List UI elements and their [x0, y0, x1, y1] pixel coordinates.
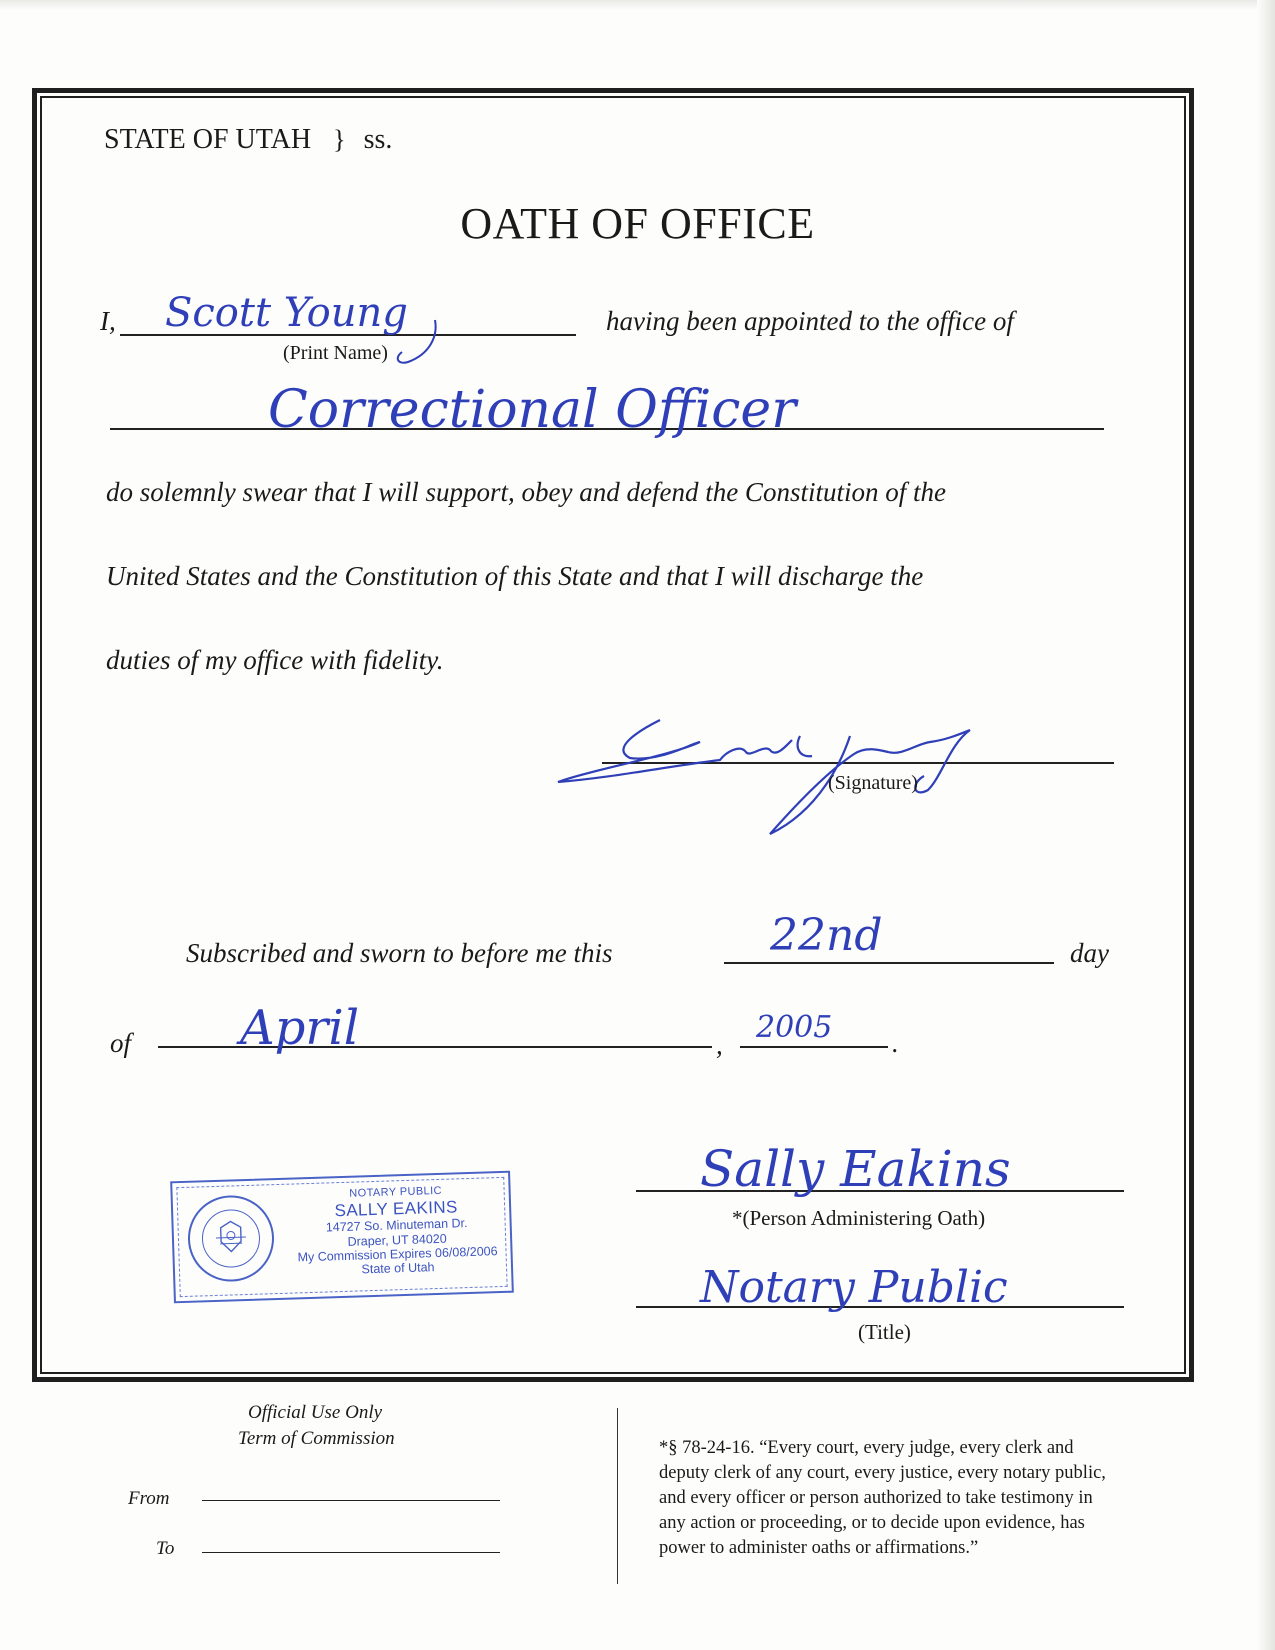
- date-period: .: [892, 1028, 899, 1058]
- statute-line-1: *§ 78-24-16. “Every court, every judge, every clerk and: [659, 1438, 1074, 1458]
- day-handwritten: 22nd: [770, 910, 883, 961]
- sworn-text: Subscribed and sworn to before me this: [186, 938, 613, 968]
- footer-divider: [617, 1408, 618, 1584]
- statute-note: [659, 1436, 1199, 1561]
- to-label: To: [156, 1538, 175, 1559]
- oath-body-line-2: United States and the Constitution of this State and that I will discharge the: [106, 561, 924, 591]
- state-name: STATE OF UTAH: [104, 124, 312, 155]
- year-line: [740, 1046, 888, 1048]
- from-line: [202, 1500, 500, 1501]
- to-line: [202, 1552, 500, 1553]
- month-handwritten: April: [240, 1000, 360, 1056]
- stamp-line-name: SALLY EAKINS: [334, 1196, 459, 1220]
- scan-edge-top: [0, 0, 1275, 10]
- venue-brace: }: [333, 125, 346, 154]
- administrator-label: *(Person Administering Oath): [732, 1206, 986, 1230]
- name-flourish-stroke: [390, 318, 450, 370]
- title-handwritten: Notary Public: [700, 1262, 1008, 1313]
- notary-stamp: [170, 1171, 514, 1304]
- stamp-line-state: State of Utah: [361, 1260, 435, 1277]
- appointed-text: having been appointed to the office of: [606, 306, 1014, 336]
- oath-prefix: I,: [100, 306, 116, 336]
- day-word: day: [1070, 938, 1109, 968]
- stamp-line-expires: My Commission Expires 06/08/2006: [297, 1244, 498, 1265]
- date-comma: ,: [716, 1030, 723, 1060]
- venue-line: [104, 124, 392, 156]
- stamp-line-street: 14727 So. Minuteman Dr.: [325, 1216, 468, 1235]
- administrator-signature-handwritten: Sally Eakins: [700, 1140, 1011, 1198]
- officer-signature: [550, 700, 1000, 840]
- from-label: From: [128, 1488, 170, 1509]
- year-handwritten: 2005: [756, 1010, 833, 1045]
- oath-body-line-1: do solemnly swear that I will support, obey and defend the Constitution of the: [106, 477, 946, 507]
- title-label: (Title): [858, 1320, 911, 1344]
- signature-label: (Signature): [828, 772, 918, 794]
- stamp-line-notary: NOTARY PUBLIC: [349, 1184, 443, 1200]
- oath-body-line-3: duties of my office with fidelity.: [106, 645, 444, 675]
- statute-line-2: deputy clerk of any court, every justice, every notary public,: [659, 1463, 1106, 1483]
- statute-line-5: power to administer oaths or affirmations.”: [659, 1538, 979, 1558]
- beehive-emblem: [189, 1196, 274, 1281]
- of-word: of: [110, 1028, 132, 1058]
- statute-line-4: any action or proceeding, or to decide upon evidence, has: [659, 1513, 1085, 1533]
- print-name-label: (Print Name): [283, 342, 388, 364]
- venue-ss: ss.: [363, 124, 393, 155]
- print-name-handwritten: Scott Young: [165, 290, 408, 336]
- office-handwritten: Correctional Officer: [268, 380, 797, 440]
- stamp-line-city: Draper, UT 84020: [347, 1231, 447, 1249]
- term-of-commission-heading: Term of Commission: [238, 1428, 395, 1449]
- document-title: OATH OF OFFICE: [460, 199, 815, 248]
- day-line: [724, 962, 1054, 964]
- official-use-heading: Official Use Only: [248, 1402, 383, 1423]
- statute-line-3: and every officer or person authorized to take testimony in: [659, 1488, 1093, 1508]
- stamp-text-block: [284, 1183, 509, 1280]
- state-seal: [187, 1194, 276, 1283]
